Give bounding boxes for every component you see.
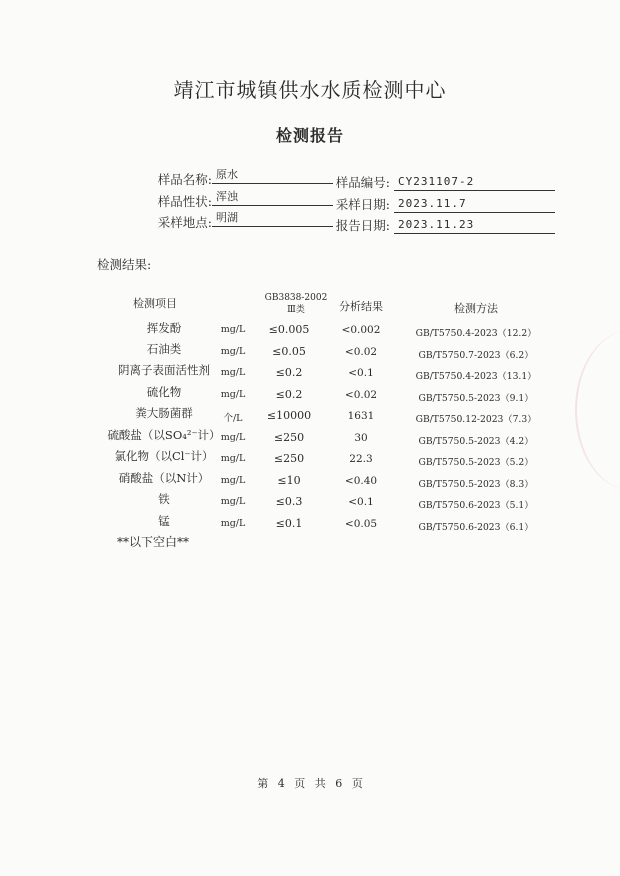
end-of-content-note: **以下空白** — [117, 535, 190, 549]
sampling-date-value: 2023.11.7 — [394, 197, 555, 213]
row-limit: ≤0.3 — [275, 495, 303, 508]
row-method: GB/T5750.12-2023（7.3） — [415, 414, 537, 425]
row-item: 硝酸盐（以N计） — [118, 471, 210, 485]
sample-name-value: 原水 — [212, 168, 333, 184]
row-item: 阴离子表面活性剂 — [118, 363, 210, 377]
sampling-date-label: 采样日期: — [335, 197, 390, 212]
row-result: <0.02 — [344, 389, 378, 401]
page-number-footer: 第 4 页 共 6 页 — [257, 777, 363, 790]
row-item: 氯化物（以Cl⁻计） — [114, 449, 214, 463]
row-limit: ≤10000 — [266, 409, 312, 422]
row-method: GB/T5750.5-2023（4.2） — [418, 436, 534, 447]
row-unit: 个/L — [223, 413, 243, 424]
row-limit: ≤250 — [273, 431, 305, 444]
sample-nature-label: 样品性状: — [157, 194, 212, 209]
row-method: GB/T5750.4-2023（12.2） — [415, 328, 537, 339]
row-item: 硫酸盐（以SO₄²⁻计） — [107, 428, 221, 442]
row-item: 硫化物 — [146, 385, 182, 399]
row-method: GB/T5750.5-2023（5.2） — [418, 457, 534, 468]
row-item: 石油类 — [146, 342, 182, 356]
sampling-location-value: 明湖 — [212, 211, 333, 227]
row-unit: mg/L — [220, 389, 246, 400]
row-unit: mg/L — [220, 453, 246, 464]
row-unit: mg/L — [220, 367, 246, 378]
row-method: GB/T5750.5-2023（8.3） — [418, 479, 534, 490]
document-title: 检测报告 — [275, 126, 344, 145]
sample-id-label: 样品编号: — [335, 175, 390, 190]
row-unit: mg/L — [220, 432, 246, 443]
results-heading: 检测结果: — [97, 257, 152, 272]
row-method: GB/T5750.6-2023（5.1） — [418, 500, 534, 511]
organization-title: 靖江市城镇供水水质检测中心 — [173, 78, 447, 102]
row-unit: mg/L — [220, 324, 246, 335]
sample-nature-value: 浑浊 — [212, 190, 333, 206]
row-result: <0.1 — [348, 496, 374, 508]
row-limit: ≤250 — [273, 452, 305, 465]
report-date-label: 报告日期: — [335, 218, 390, 233]
header-method: 检测方法 — [454, 302, 498, 315]
header-standard-line1: GB3838-2002 — [264, 293, 328, 303]
header-item: 检测项目 — [133, 297, 177, 310]
row-item: 锰 — [158, 514, 170, 528]
row-method: GB/T5750.6-2023（6.1） — [418, 522, 534, 533]
row-item: 挥发酚 — [146, 321, 182, 335]
header-standard-line2: Ⅲ类 — [287, 305, 305, 315]
row-limit: ≤0.005 — [268, 323, 310, 336]
row-unit: mg/L — [220, 518, 246, 529]
row-result: <0.02 — [344, 346, 378, 358]
row-limit: ≤0.2 — [275, 388, 303, 401]
row-result: 30 — [354, 432, 368, 444]
row-limit: ≤0.05 — [272, 345, 306, 358]
row-result: <0.002 — [341, 324, 381, 336]
row-unit: mg/L — [220, 346, 246, 357]
sample-name-label: 样品名称: — [157, 172, 212, 187]
row-limit: ≤0.1 — [275, 517, 303, 530]
faint-stamp-mark — [575, 330, 620, 490]
sampling-location-label: 采样地点: — [157, 215, 212, 230]
row-method: GB/T5750.7-2023（6.2） — [418, 350, 534, 361]
row-unit: mg/L — [220, 496, 246, 507]
row-result: 1631 — [347, 410, 375, 422]
sample-id-value: CY231107-2 — [394, 175, 555, 191]
row-method: GB/T5750.4-2023（13.1） — [415, 371, 537, 382]
row-limit: ≤10 — [277, 474, 301, 487]
report-date-value: 2023.11.23 — [394, 218, 555, 234]
row-item: 粪大肠菌群 — [135, 406, 193, 420]
row-result: <0.05 — [344, 518, 378, 530]
row-unit: mg/L — [220, 475, 246, 486]
row-limit: ≤0.2 — [275, 366, 303, 379]
row-result: 22.3 — [349, 453, 373, 465]
row-result: <0.40 — [344, 475, 378, 487]
row-result: <0.1 — [348, 367, 374, 379]
header-result: 分析结果 — [339, 300, 383, 313]
row-method: GB/T5750.5-2023（9.1） — [418, 393, 534, 404]
row-item: 铁 — [158, 492, 170, 506]
